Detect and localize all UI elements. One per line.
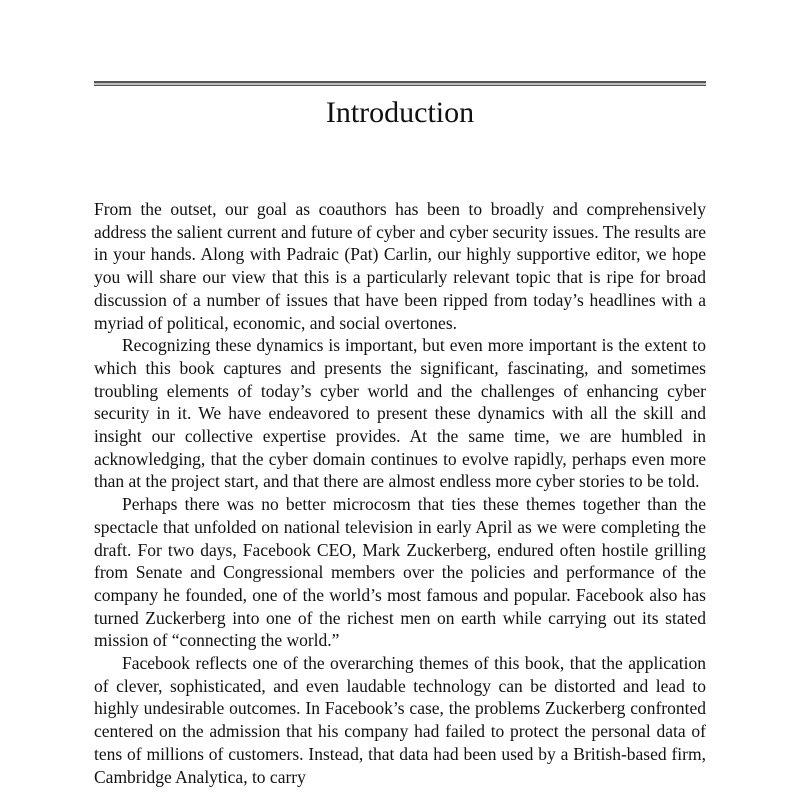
body-text [94, 198, 706, 788]
body-paragraph: Recognizing these dynamics is important, but even more important is the extent to which this book captures and presents the significant, fascinating, and sometimes troubling elements of today’s cyber world and the challenges of enhancing cyber security in it. We have endeavored to present these dynamics with all the skill and insight our collective expertise provides. At the same time, we are humbled in acknowledging, that the cyber domain continues to evolve rapidly, perhaps even more than at the project start, and that there are almost endless more cyber stories to be told. [94, 335, 706, 492]
body-paragraph: Perhaps there was no better microcosm that ties these themes together than the spectacle that unfolded on national television in early April as we were completing the draft. For two days, Facebook CEO, Mark Zuckerberg, endured often hostile grilling from Senate and Congressional members over the policies and performance of the company he founded, one of the world’s most famous and popular. Facebook also has turned Zuckerberg into one of the richest men on earth while carrying out its stated mission of “connecting the world.” [94, 494, 706, 651]
body-paragraph: From the outset, our goal as coauthors has been to broadly and comprehensively address the salient current and future of cyber and cyber security issues. The results are in your hands. Along with Padraic (Pat) Carlin, our highly supportive editor, we hope you will share our view that this is a particularly relevant topic that is ripe for broad discussion of a number of issues that have been ripped from today’s headlines with a myriad of political, economic, and social overtones. [94, 199, 706, 333]
chapter-heading-rule [94, 81, 706, 86]
body-paragraph: Facebook reflects one of the overarching themes of this book, that the application of clever, sophisticated, and even laudable technology can be distorted and lead to highly undesirable outcomes. In Facebook’s case, the problems Zuckerberg confronted centered on the admission that his company had failed to protect the personal data of tens of millions of customers. Instead, that data had been used by a British-based firm, Cambridge Analytica, to carry [94, 653, 706, 787]
chapter-title: Introduction [325, 96, 475, 129]
